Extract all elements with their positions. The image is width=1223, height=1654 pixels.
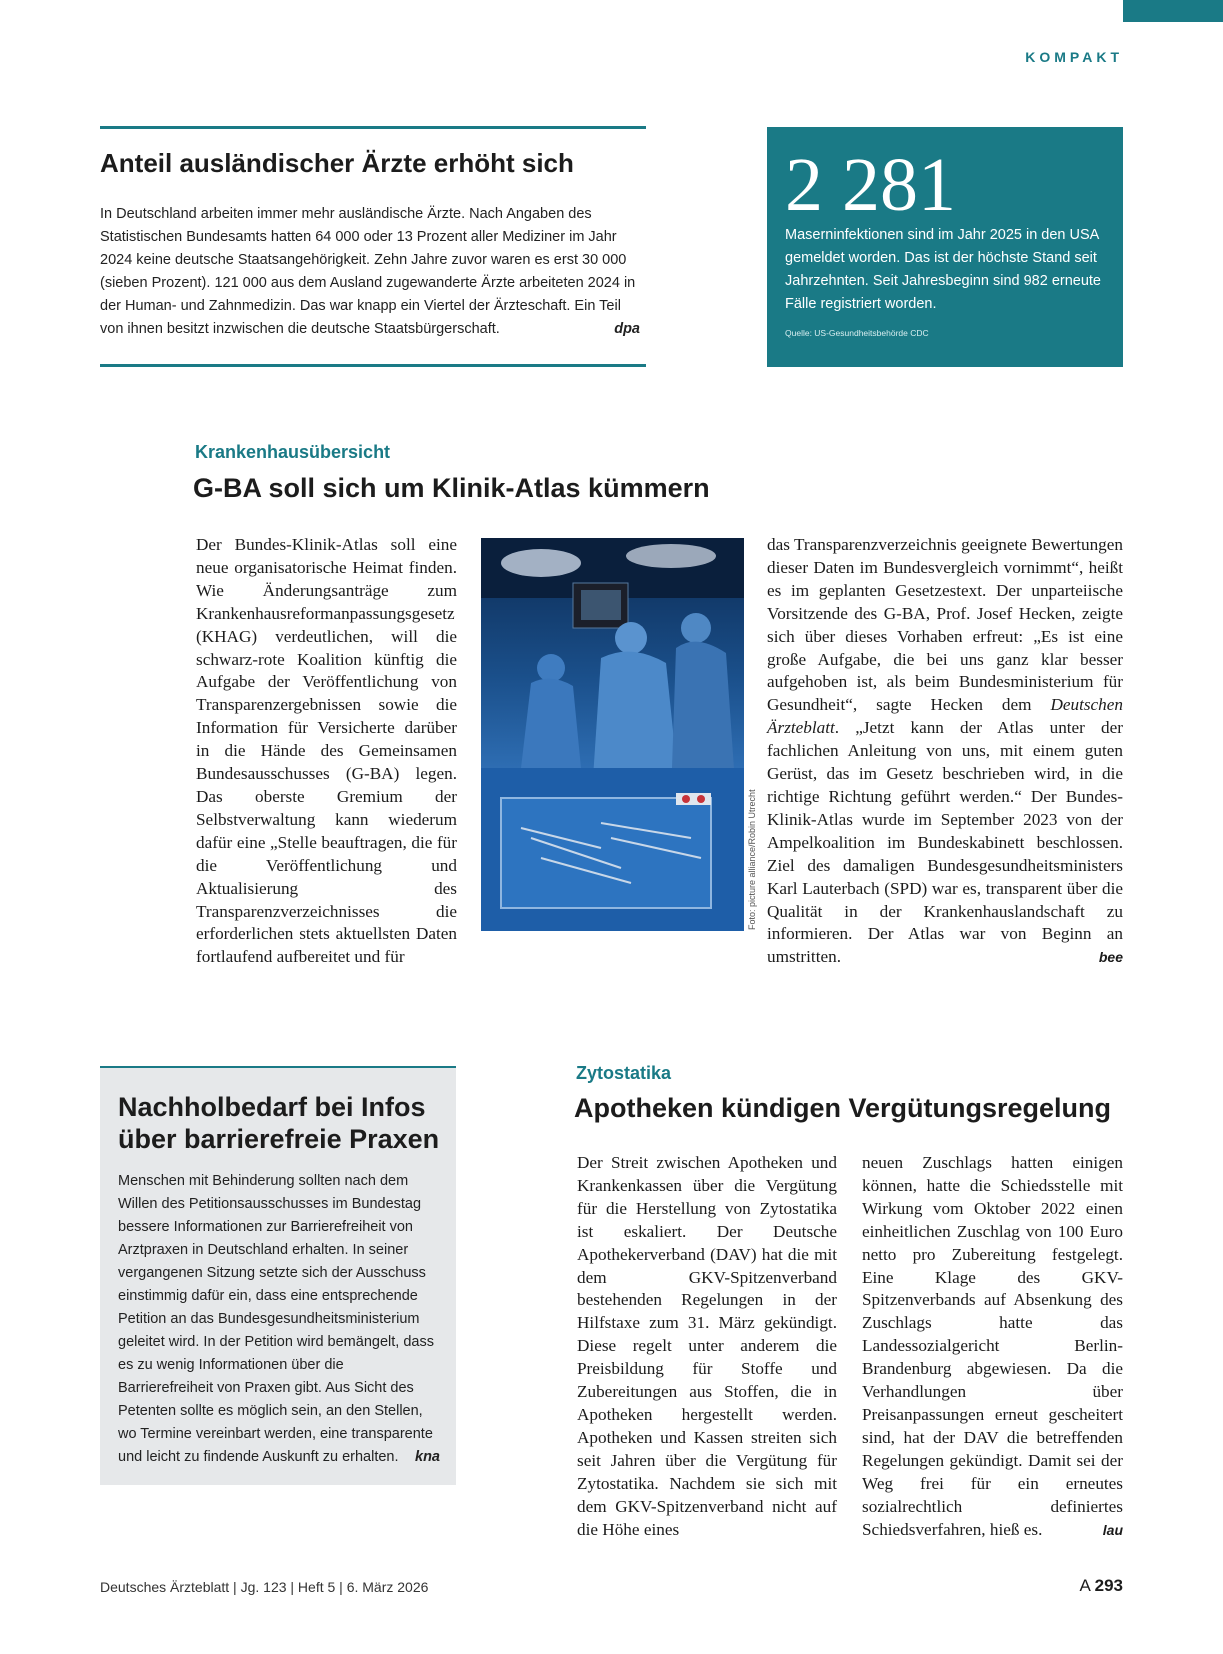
corner-tab [1123,0,1223,22]
article1-top-rule [100,126,646,129]
article4-col2-text: neuen Zuschlags hatten einigen können, hatte die Schiedsstelle mit Wirkung vom Oktober 2022 einen einheitlichen Zuschlag von 100 Euro netto pro Zubereitung festgelegt. Eine Klage des GKV-Spitzenverbands auf Absenkung des Zuschlags hatte das Landessozialgericht Berlin-Brandenburg abgewiesen. Da die Verhandlungen über Preisanpassungen erneut gescheitert sind, hat der DAV die betreffenden Regelungen gekündigt. Damit sei der Weg frei für ein erneutes sozialrechtlich definiertes Schiedsverfahren, hieß es. [862,1153,1123,1539]
photo-credit: Foto: picture alliance/Robin Utrecht [747,789,757,930]
article1-signature: dpa [614,321,640,337]
article3-signature: kna [415,1449,440,1465]
stat-number: 2 281 [785,143,956,227]
article2-col1: Der Bundes-Klinik-Atlas soll eine neue organisatorische Heimat finden. Wie Änderungsanträge zum Krankenhausreformanpassungsgesetz (KHAG) verdeutlichen, will die schwarz-rote Koalition künftig die Aufgabe der Veröffentlichung von Transparenzergebnissen sowie die Information für Versicherte darüber in die Hände des Gemeinsamen Bundesausschusses (G-BA) legen. Das oberste Gremium der Selbstverwaltung kann wiederum dafür eine „Stelle beauftragen, die für die Veröffentlichung und Aktualisierung des Transparenzverzeichnisses die erforderlichen stets aktuellsten Daten fortlaufend aufbereitet und für [196,535,457,967]
surgery-photo [481,538,744,931]
article1-bottom-rule [100,364,646,367]
footer-citation: Deutsches Ärzteblatt | Jg. 123 | Heft 5 | 6. März 2026 [100,1579,429,1595]
article2-publication-name: Deutschen Ärzteblatt [767,695,1123,738]
section-label: KOMPAKT [1025,49,1123,65]
article4-title: Apotheken kündigen Vergütungsregelung [574,1093,1112,1123]
stat-source: Quelle: US-Gesundheitsbehörde CDC [785,328,929,338]
page-number [1079,1576,1123,1596]
article3-box [100,1068,456,1485]
article2-col2-text-a: das Transparenzverzeichnis geeignete Bewertungen dieser Daten im Bundesvergleich vornimmt“, heißt es im geplanten Gesetzestext. Der unparteiische Vorsitzende des G-BA, Prof. Josef Hecken, zeigte sich über dieses Vorhaben erfreut: „Es ist eine große Aufgabe, die bei uns ganz klar besser aufgehoben ist, als beim Bundesministerium für Gesundheit“, sagte Hecken dem [767,535,1123,715]
article4-kicker: Zytostatika [576,1063,672,1083]
article3-body [118,1170,440,1469]
article3-title: Nachholbedarf bei Infos über barrierefreie Praxen [118,1092,440,1154]
article2-col2-text-b: . „Jetzt kann der Atlas unter der fachlichen Anleitung von uns, mit einem guten Gerüst, das im Gesetz beschrieben wird, in die richtige Richtung geführt werden.“ Der Bundes-Klinik-Atlas wurde im September 2023 von der Ampelkoalition im Bundeskabinett beschlossen. Ziel des damaligen Bundesgesundheitsministers Karl Lauterbach (SPD) war es, transparent über die Qualität in der Krankenhauslandschaft zu informieren. Der Atlas war von Beginn an umstritten. [767,718,1123,967]
article4-col2 [862,1152,1123,1541]
operating-room-illustration [481,538,744,931]
article2-kicker: Krankenhausübersicht [195,442,391,462]
article1-body [100,203,640,341]
article3-text: Menschen mit Behinderung sollten nach dem Willen des Petitionsausschusses im Bundestag bessere Informationen zur Barrierefreiheit von Arztpraxen in Deutschland erhalten. In seiner vergangenen Sitzung setzte sich der Ausschuss einstimmig dafür ein, dass eine entsprechende Petition an das Bundesgesundheitsministerium geleitet wird. In der Petition wird bemängelt, dass es zu wenig Informationen über die Barrierefreiheit von Praxen gibt. Aus Sicht des Petenten sollte es möglich sein, an den Stellen, wo Termine vereinbart werden, eine transparente und leicht zu findende Auskunft zu erhalten. [118,1173,434,1465]
article2-signature: bee [1098,949,1123,966]
article2-col2 [767,534,1123,969]
article4-signature: lau [1102,1521,1123,1538]
stat-text: Maserninfektionen sind im Jahr 2025 in den USA gemeldet worden. Das ist der höchste Stand seit Jahrzehnten. Seit Jahresbeginn sind 982 erneute Fälle registriert worden. [785,227,1101,312]
stat-box [767,127,1123,367]
page-prefix: A [1079,1576,1090,1595]
article1-title: Anteil ausländischer Ärzte erhöht sich [100,148,574,178]
article4-col1: Der Streit zwischen Apotheken und Krankenkassen über die Vergütung für die Herstellung von Zytostatika ist eskaliert. Der Deutsche Apothekerverband (DAV) hat die mit dem GKV-Spitzenverband bestehenden Regelungen in der Hilfstaxe zum 31. März gekündigt. Diese regelt unter anderem die Preisbildung für Stoffe und Zubereitungen aus Stoffen, die in Apotheken hergestellt werden. Apotheken und Kassen streiten sich seit Jahren über die Vergütung für Zytostatika. Nachdem sie sich mit dem GKV-Spitzenverband nicht auf die Höhe eines [577,1153,837,1539]
page-number-value: 293 [1094,1576,1123,1595]
article2-title: G-BA soll sich um Klinik-Atlas kümmern [193,473,710,503]
article1-text: In Deutschland arbeiten immer mehr ausländische Ärzte. Nach Angaben des Statistischen Bundesamts hatten 64 000 oder 13 Prozent aller Mediziner im Jahr 2024 keine deutsche Staatsangehörigkeit. Zehn Jahre zuvor waren es erst 30 000 (sieben Prozent). 121 000 aus dem Ausland zugewanderte Ärzte arbeiteten 2024 in der Human- und Zahnmedizin. Das war knapp ein Viertel der Ärzteschaft. Ein Teil von ihnen besitzt inzwischen die deutsche Staatsbürgerschaft. [100,206,636,337]
